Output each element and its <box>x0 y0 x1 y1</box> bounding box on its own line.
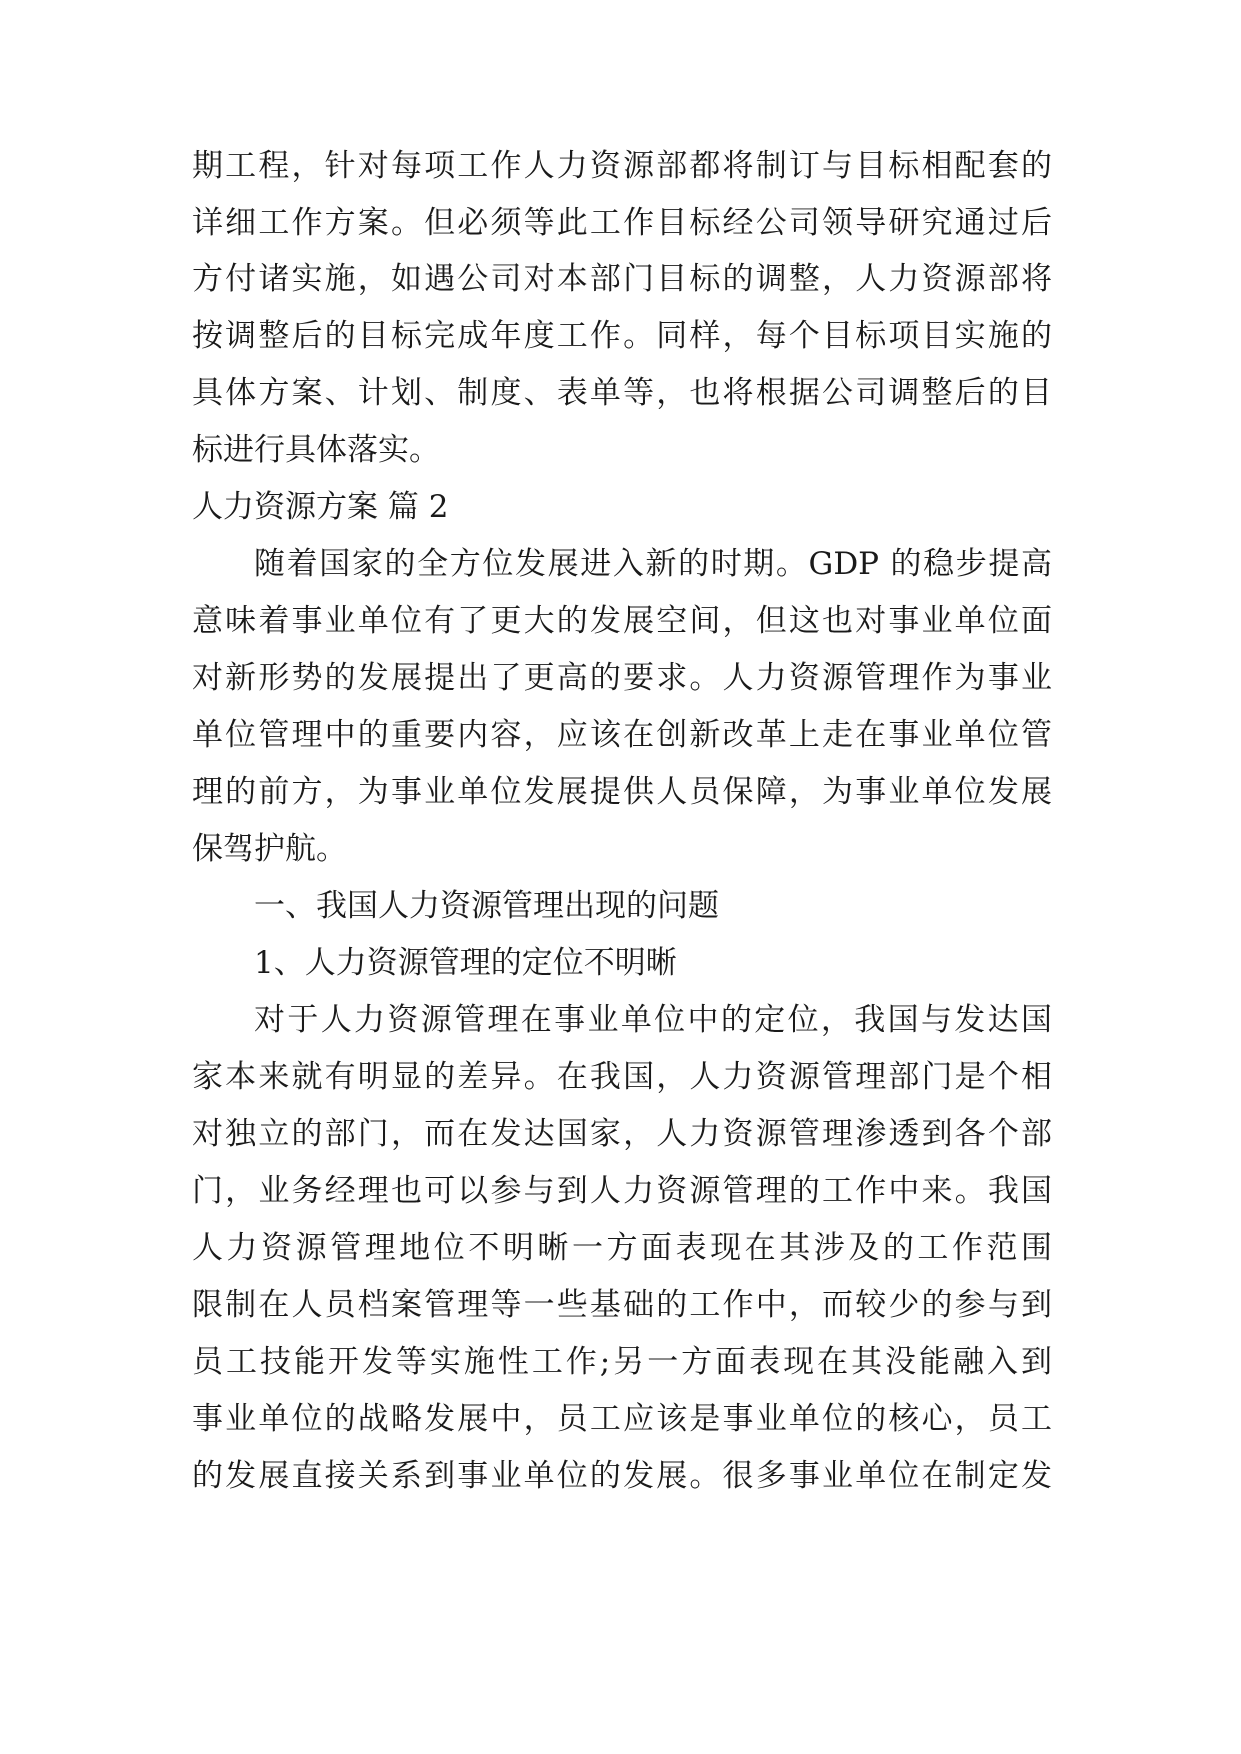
body-text-line: 详细工作方案。但必须等此工作目标经公司领导研究通过后 <box>192 205 1052 241</box>
body-text-line: 单位管理中的重要内容，应该在创新改革上走在事业单位管 <box>192 717 1052 753</box>
body-text-line: 标进行具体落实。 <box>192 432 440 468</box>
body-text-line: 对独立的部门，而在发达国家，人力资源管理渗透到各个部 <box>192 1116 1052 1152</box>
body-text-line: 期工程，针对每项工作人力资源部都将制订与目标相配套的 <box>192 148 1052 184</box>
body-text-line: 理的前方，为事业单位发展提供人员保障，为事业单位发展 <box>192 774 1052 810</box>
body-text-line: 的发展直接关系到事业单位的发展。很多事业单位在制定发 <box>192 1458 1052 1494</box>
body-text-line: 员工技能开发等实施性工作;另一方面表现在其没能融入到 <box>192 1344 1052 1380</box>
body-text-line: 对新形势的发展提出了更高的要求。人力资源管理作为事业 <box>192 660 1052 696</box>
body-text-line: 保驾护航。 <box>192 831 347 867</box>
body-text-line: 方付诸实施，如遇公司对本部门目标的调整，人力资源部将 <box>192 261 1052 297</box>
body-text-line: 按调整后的目标完成年度工作。同样，每个目标项目实施的 <box>192 318 1052 354</box>
body-text-line: 意味着事业单位有了更大的发展空间，但这也对事业单位面 <box>192 603 1052 639</box>
body-text-line: 随着国家的全方位发展进入新的时期。GDP 的稳步提高 <box>254 546 1052 582</box>
body-text-line: 事业单位的战略发展中，员工应该是事业单位的核心，员工 <box>192 1401 1052 1437</box>
body-text-line: 人力资源管理地位不明晰一方面表现在其涉及的工作范围 <box>192 1230 1052 1266</box>
body-text-line: 限制在人员档案管理等一些基础的工作中，而较少的参与到 <box>192 1287 1052 1323</box>
subheading: 一、我国人力资源管理出现的问题 <box>254 888 719 924</box>
body-text-line: 具体方案、计划、制度、表单等，也将根据公司调整后的目 <box>192 375 1052 411</box>
section-title: 人力资源方案 篇 2 <box>192 489 449 525</box>
subheading: 1、人力资源管理的定位不明晰 <box>254 945 677 981</box>
body-text-line: 门，业务经理也可以参与到人力资源管理的工作中来。我国 <box>192 1173 1052 1209</box>
body-text-line: 对于人力资源管理在事业单位中的定位，我国与发达国 <box>254 1002 1052 1038</box>
body-text-line: 家本来就有明显的差异。在我国，人力资源管理部门是个相 <box>192 1059 1052 1095</box>
